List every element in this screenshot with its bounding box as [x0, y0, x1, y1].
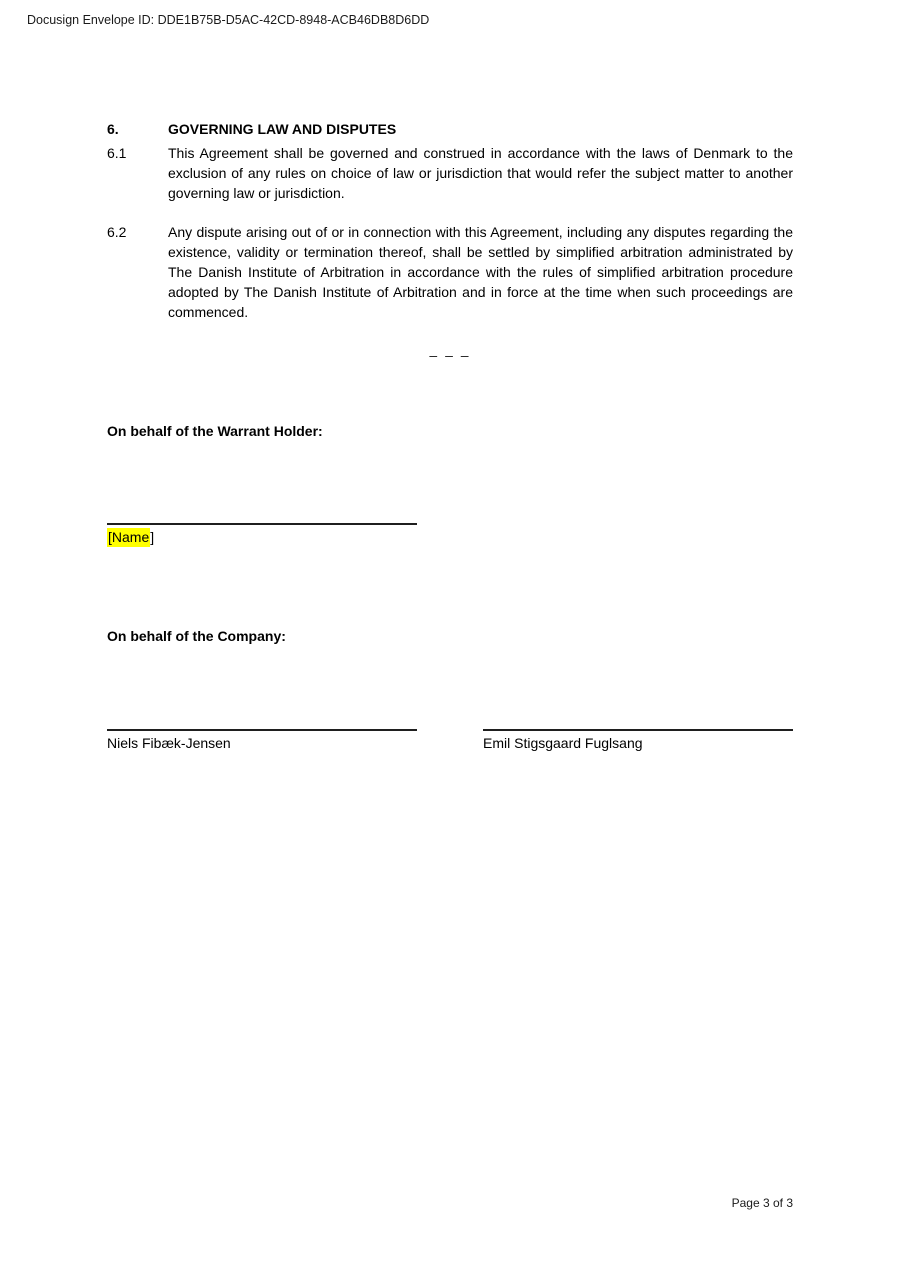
- signatory-name: Emil Stigsgaard Fuglsang: [483, 735, 643, 751]
- page-number: Page 3 of 3: [731, 1196, 793, 1210]
- signatory-name: Niels Fibæk-Jensen: [107, 735, 231, 751]
- section-heading: [107, 119, 793, 139]
- docusign-envelope-id: Docusign Envelope ID: DDE1B75B-D5AC-42CD-8948-ACB46DB8D6DD: [27, 13, 430, 27]
- clause-number: 6.2: [107, 224, 127, 240]
- clause-text: Any dispute arising out of or in connection with this Agreement, including any disputes regarding the existence, validity or termination thereof, shall be settled by simplified arbitration administrated by The Danish Institute of Arbitration in accordance with the rules of simplified arbitration procedure adopted by The Danish Institute of Arbitration and in force at the time when such proceedings are commenced.: [168, 224, 793, 320]
- warrant-holder-signature-line: [107, 523, 417, 546]
- warrant-holder-label: On behalf of the Warrant Holder:: [107, 423, 323, 439]
- company-signature-line-right: [483, 729, 793, 752]
- clause-text: This Agreement shall be governed and construed in accordance with the laws of Denmark to the exclusion of any rules on choice of law or jurisdiction that would refer the subject matter to another governing law or jurisdiction.: [168, 145, 793, 201]
- company-label: On behalf of the Company:: [107, 628, 286, 644]
- clause-6-1: [107, 143, 793, 203]
- name-placeholder-highlighted: [Name: [108, 529, 150, 545]
- section-title: GOVERNING LAW AND DISPUTES: [168, 121, 397, 137]
- section-number: 6.: [107, 121, 119, 137]
- warrant-holder-name-placeholder: [107, 528, 154, 547]
- dash-separator: – – –: [429, 347, 471, 363]
- name-placeholder-bracket: ]: [150, 529, 155, 545]
- company-signature-line-left: [107, 729, 417, 752]
- clause-number: 6.1: [107, 145, 127, 161]
- clause-6-2: [107, 222, 793, 322]
